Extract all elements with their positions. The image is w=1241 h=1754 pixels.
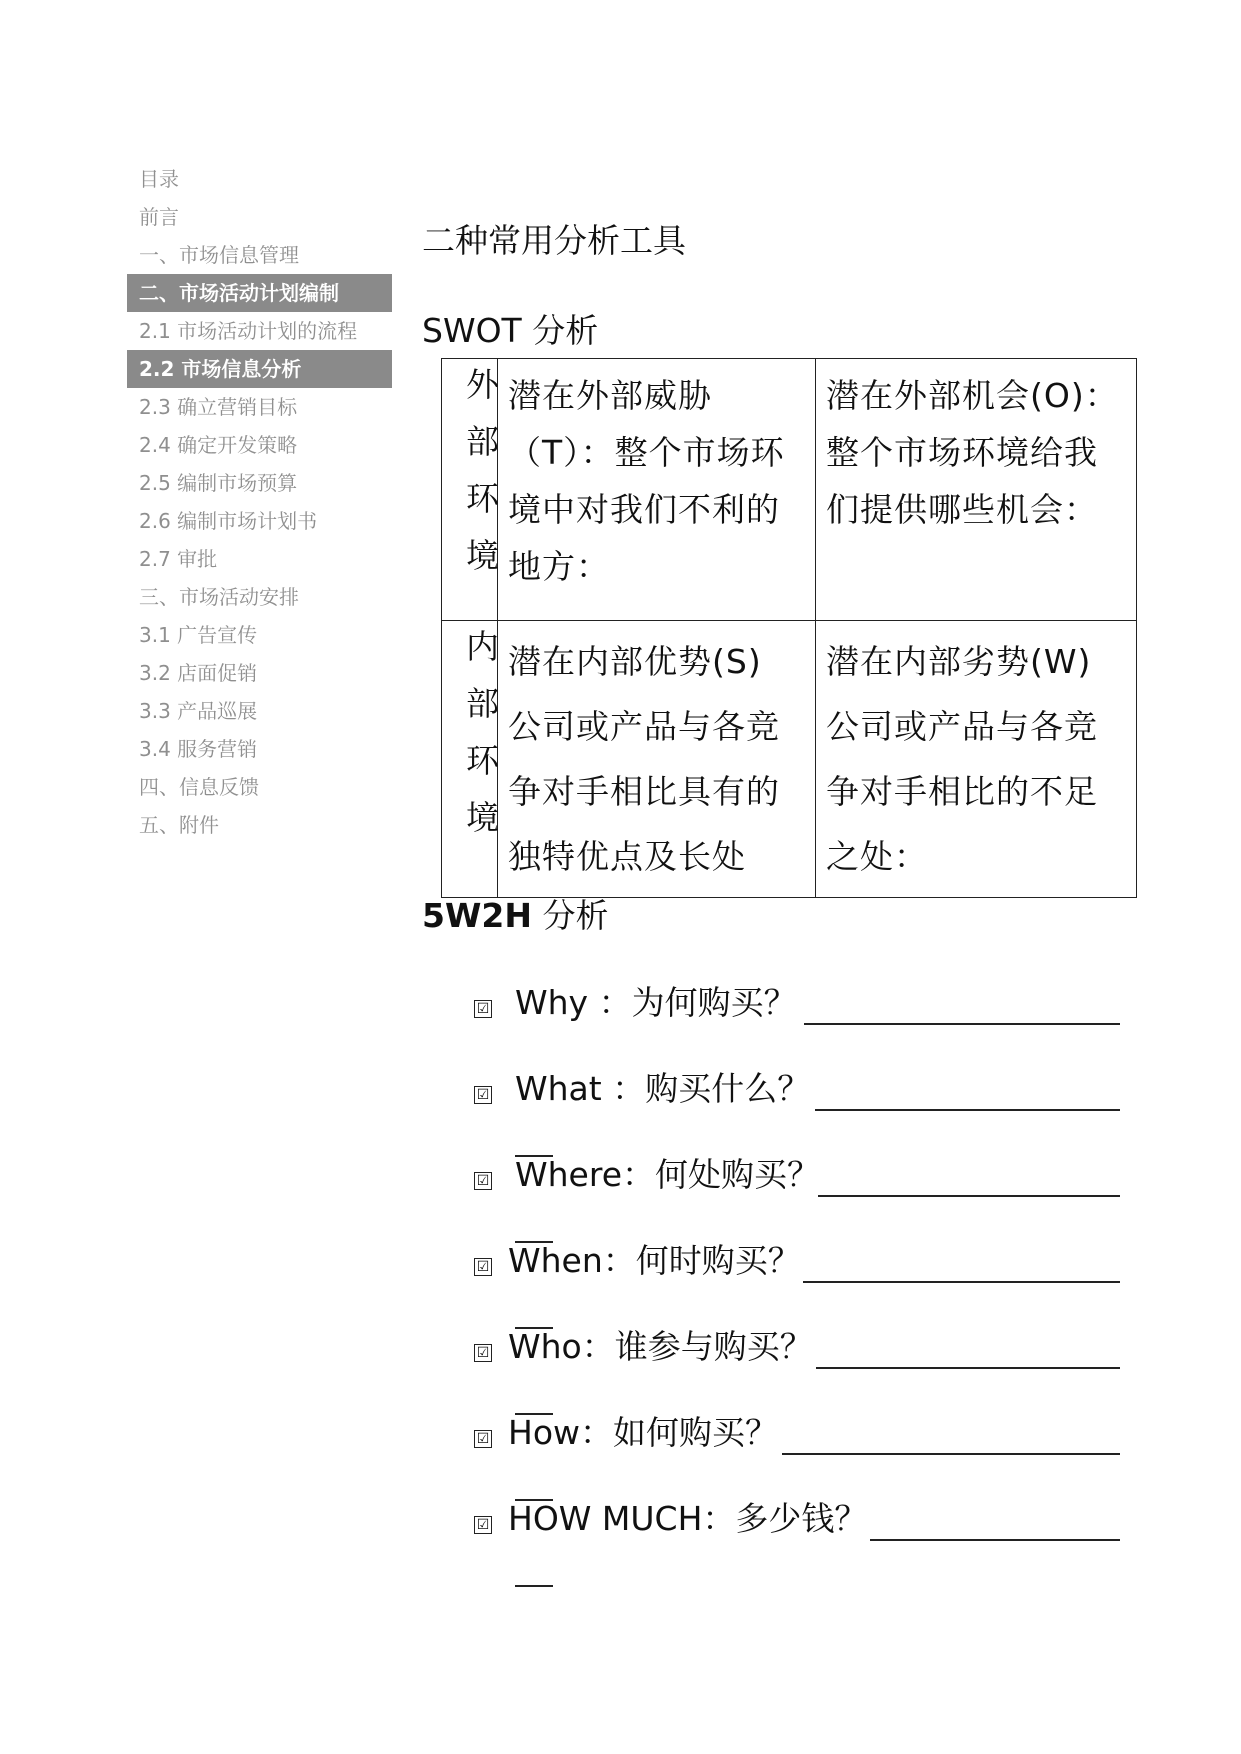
swot-row-internal (442, 621, 1137, 898)
checklist-text: When：何时购买？ (508, 1241, 801, 1280)
swot-opportunity-cell (816, 359, 1137, 621)
answer-blank-line[interactable] (804, 1023, 1120, 1025)
page-title: 二种常用分析工具 (422, 221, 686, 260)
checkbox-icon[interactable]: ☑ (474, 1086, 492, 1104)
checkbox-icon[interactable]: ☑ (474, 1000, 492, 1018)
checklist-item-who (470, 1324, 1120, 1410)
toc-item-2-1[interactable]: 2.1 市场活动计划的流程 (139, 319, 358, 343)
5w2h-heading-bold: 5W2H (422, 896, 532, 935)
swot-internal-label: 内部环境 (461, 629, 500, 857)
checklist-text: HOW MUCH：多少钱？ (508, 1499, 868, 1538)
toc-item-2-4[interactable]: 2.4 确定开发策略 (139, 433, 298, 457)
swot-weakness-text: 潜在内部劣势(W) 公司或产品与各竞争对手相比的不足之处： (826, 642, 1098, 876)
swot-strength-cell (498, 621, 816, 898)
answer-blank-line[interactable] (782, 1453, 1120, 1455)
swot-internal-label-cell (442, 621, 498, 898)
5w2h-heading (422, 890, 608, 937)
checkbox-icon[interactable]: ☑ (474, 1516, 492, 1534)
checklist-text: How：如何购买？ (508, 1413, 778, 1452)
5w2h-heading-rest: 分析 (531, 896, 609, 935)
toc-item-2-5[interactable]: 2.5 编制市场预算 (139, 471, 298, 495)
swot-opportunity-text: 潜在外部机会(O)：整个市场环境给我们提供哪些机会： (826, 376, 1119, 529)
swot-row-external (442, 359, 1137, 621)
toc-item-preface[interactable]: 前言 (139, 205, 179, 229)
toc-item-2-2[interactable]: 2.2 市场信息分析 (127, 350, 392, 388)
toc-item-contents[interactable]: 目录 (139, 167, 179, 191)
checkbox-icon[interactable]: ☑ (474, 1258, 492, 1276)
answer-blank-line[interactable] (803, 1281, 1120, 1283)
swot-heading: SWOT 分析 (422, 311, 599, 350)
checklist-text: What ：购买什么？ (515, 1069, 811, 1108)
toc-item-3-4[interactable]: 3.4 服务营销 (139, 737, 258, 761)
toc-item-section-3[interactable]: 三、市场活动安排 (139, 585, 299, 609)
checklist-text: Where：何处购买？ (515, 1155, 820, 1194)
checkbox-icon[interactable]: ☑ (474, 1430, 492, 1448)
table-of-contents (127, 160, 392, 844)
checklist-item-how (470, 1410, 1120, 1496)
5w2h-checklist (470, 980, 1120, 1582)
toc-item-section-1[interactable]: 一、市场信息管理 (139, 243, 299, 267)
swot-table (441, 358, 1137, 898)
swot-external-label-cell (442, 359, 498, 621)
toc-item-section-4[interactable]: 四、信息反馈 (139, 775, 259, 799)
answer-blank-line[interactable] (870, 1539, 1120, 1541)
toc-item-section-5[interactable]: 五、附件 (139, 813, 219, 837)
toc-item-3-3[interactable]: 3.3 产品巡展 (139, 699, 258, 723)
checklist-item-why (470, 980, 1120, 1066)
checklist-item-where (470, 1152, 1120, 1238)
checklist-text: Why ：为何购买？ (515, 983, 797, 1022)
swot-external-label: 外部环境 (461, 367, 500, 595)
toc-item-3-2[interactable]: 3.2 店面促销 (139, 661, 258, 685)
checkbox-icon[interactable]: ☑ (474, 1172, 492, 1190)
swot-threat-text: 潜在外部威胁（T）：整个市场环境中对我们不利的地方： (508, 376, 785, 586)
toc-item-section-2[interactable]: 二、市场活动计划编制 (127, 274, 392, 312)
toc-item-3-1[interactable]: 3.1 广告宣传 (139, 623, 258, 647)
toc-item-2-7[interactable]: 2.7 审批 (139, 547, 218, 571)
checklist-item-how-much (470, 1496, 1120, 1582)
checklist-item-what (470, 1066, 1120, 1152)
answer-blank-line-wrap (515, 1585, 553, 1587)
swot-weakness-cell (816, 621, 1137, 898)
answer-blank-line[interactable] (816, 1367, 1120, 1369)
checkbox-icon[interactable]: ☑ (474, 1344, 492, 1362)
toc-item-2-6[interactable]: 2.6 编制市场计划书 (139, 509, 318, 533)
checklist-text: Who：谁参与购买？ (508, 1327, 813, 1366)
checklist-item-when (470, 1238, 1120, 1324)
answer-blank-line[interactable] (818, 1195, 1120, 1197)
swot-threat-cell (498, 359, 816, 621)
toc-item-2-3[interactable]: 2.3 确立营销目标 (139, 395, 298, 419)
answer-blank-line[interactable] (815, 1109, 1120, 1111)
swot-strength-text: 潜在内部优势(S) 公司或产品与各竞争对手相比具有的独特优点及长处 (508, 642, 780, 876)
